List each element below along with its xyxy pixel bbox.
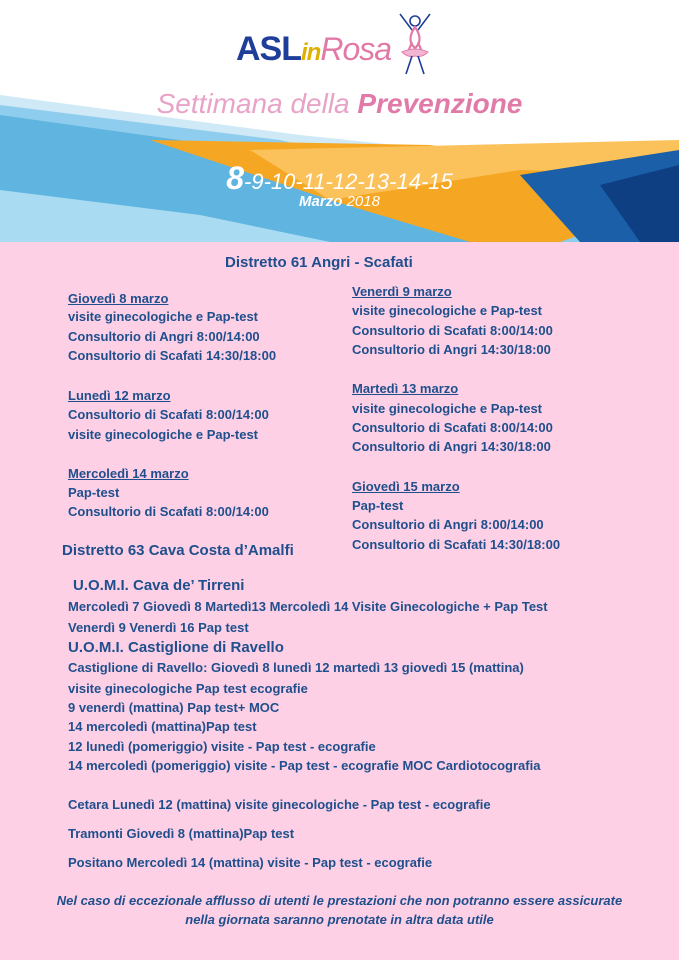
schedule-line: 12 lunedì (pomeriggio) visite - Pap test - ecografie bbox=[68, 739, 376, 754]
schedule-line: Pap-test bbox=[68, 485, 120, 500]
distretto-63-heading: Distretto 63 Cava Costa d’Amalfi bbox=[62, 542, 294, 559]
schedule-day: Lunedì 12 marzo bbox=[68, 388, 171, 403]
schedule-day: Giovedì 8 marzo bbox=[68, 291, 169, 306]
footer-note-line1: Nel caso di eccezionale afflusso di utenti le prestazioni che non potranno essere assicurate bbox=[56, 893, 623, 908]
schedule-line: visite ginecologiche e Pap-test bbox=[352, 401, 542, 416]
schedule-line: Consultorio di Scafati 8:00/14:00 bbox=[352, 323, 553, 338]
schedule-line: 14 mercoledì (pomeriggio) visite - Pap test - ecografie MOC Cardiotocografia bbox=[68, 758, 541, 773]
schedule-line: visite ginecologiche e Pap-test bbox=[68, 427, 258, 442]
schedule-line: Consultorio di Scafati 14:30/18:00 bbox=[352, 537, 561, 552]
header-banner bbox=[0, 0, 679, 242]
schedule-day: Venerdì 9 marzo bbox=[352, 284, 452, 299]
schedule-line-tramonti: Tramonti Giovedì 8 (mattina)Pap test bbox=[68, 826, 295, 841]
schedule-line-cetara: Cetara Lunedì 12 (mattina) visite ginecologiche - Pap test - ecografie bbox=[68, 797, 491, 812]
schedule-line: Consultorio di Scafati 8:00/14:00 bbox=[68, 504, 269, 519]
schedule-day: Martedì 13 marzo bbox=[352, 381, 459, 396]
schedule-line-positano: Positano Mercoledì 14 (mattina) visite - Pap test - ecografie bbox=[68, 855, 433, 870]
schedule-line: Consultorio di Scafati 14:30/18:00 bbox=[68, 348, 277, 363]
uomi-cava-heading: U.O.M.I. Cava de’ Tirreni bbox=[73, 577, 245, 594]
schedule-line: 9 venerdì (mattina) Pap test+ MOC bbox=[68, 700, 280, 715]
schedule-line: visite ginecologiche Pap test ecografie bbox=[68, 681, 308, 696]
schedule-line: Mercoledì 7 Giovedì 8 Martedì13 Mercoledì 14 Visite Ginecologiche + Pap Test bbox=[68, 599, 548, 614]
schedule-line: Castiglione di Ravello: Giovedì 8 lunedì 12 martedì 13 giovedì 15 (mattina) bbox=[68, 660, 524, 675]
page-title: Settimana della Prevenzione bbox=[156, 88, 523, 119]
schedule-line: Venerdì 9 Venerdì 16 Pap test bbox=[68, 620, 249, 635]
schedule-line: Consultorio di Scafati 8:00/14:00 bbox=[352, 420, 553, 435]
schedule-line: Pap-test bbox=[352, 498, 404, 513]
schedule-content bbox=[0, 242, 679, 960]
schedule-line: Consultorio di Scafati 8:00/14:00 bbox=[68, 407, 269, 422]
schedule-line: Consultorio di Angri 8:00/14:00 bbox=[68, 329, 260, 344]
event-month: Marzo 2018 bbox=[299, 193, 380, 210]
schedule-line: 14 mercoledì (mattina)Pap test bbox=[68, 719, 257, 734]
dancer-ribbon-icon bbox=[390, 12, 440, 77]
schedule-line: visite ginecologiche e Pap-test bbox=[68, 309, 258, 324]
schedule-day: Giovedì 15 marzo bbox=[352, 479, 460, 494]
schedule-line: visite ginecologiche e Pap-test bbox=[352, 303, 542, 318]
schedule-day: Mercoledì 14 marzo bbox=[68, 466, 189, 481]
schedule-line: Consultorio di Angri 8:00/14:00 bbox=[352, 517, 544, 532]
distretto-61-heading: Distretto 61 Angri - Scafati bbox=[225, 254, 413, 271]
footer-note-line2: nella giornata saranno prenotate in altra data utile bbox=[185, 912, 494, 927]
schedule-line: Consultorio di Angri 14:30/18:00 bbox=[352, 439, 551, 454]
event-dates: 8-9-10-11-12-13-14-15 bbox=[226, 160, 453, 196]
uomi-ravello-heading: U.O.M.I. Castiglione di Ravello bbox=[68, 639, 284, 656]
asl-in-rosa-logo: ASLinRosa bbox=[236, 30, 392, 68]
schedule-line: Consultorio di Angri 14:30/18:00 bbox=[352, 342, 551, 357]
